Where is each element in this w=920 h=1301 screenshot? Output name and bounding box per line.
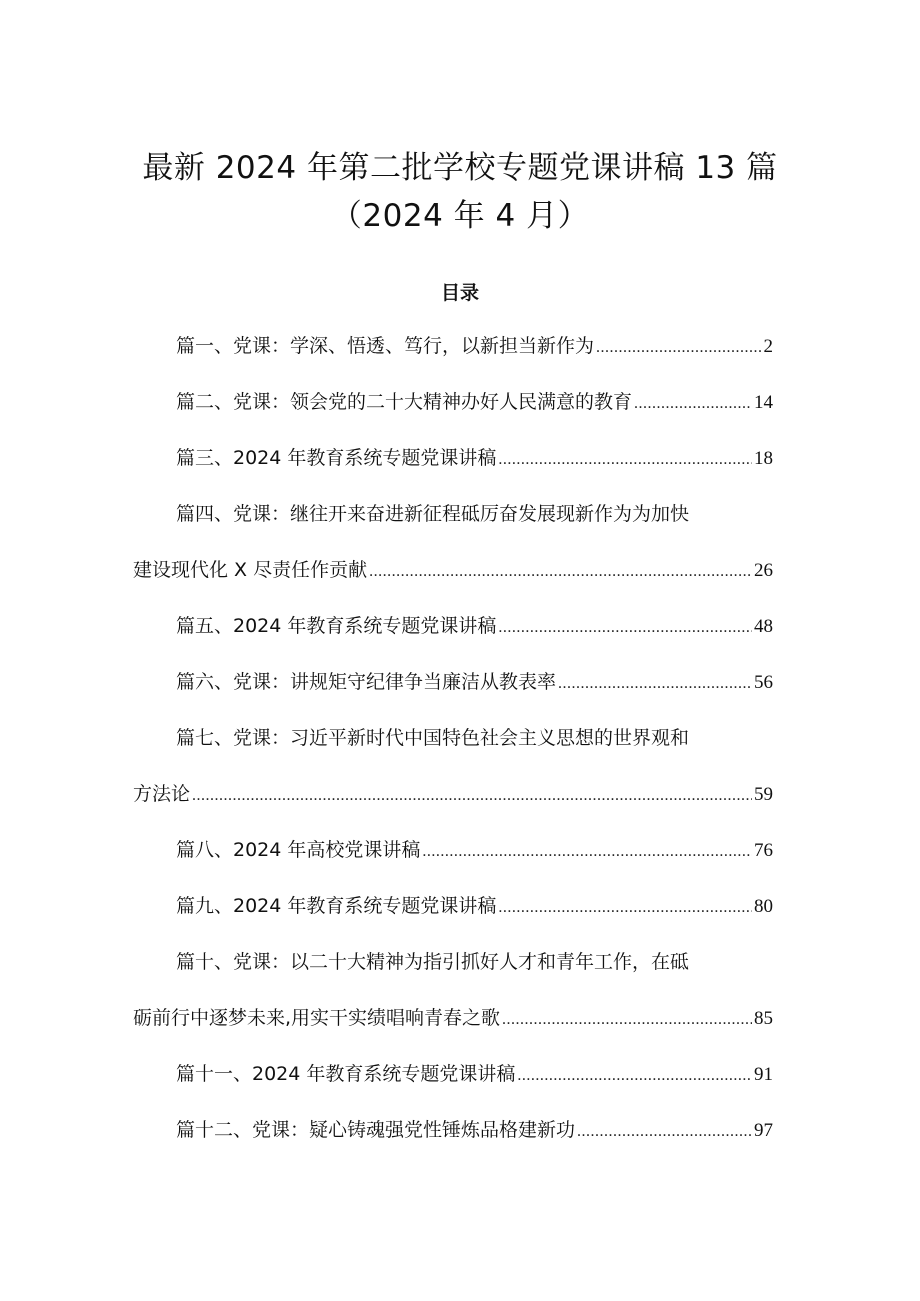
toc-entry-2[interactable]: [133, 387, 773, 417]
toc-entry-11[interactable]: [133, 1059, 773, 1089]
toc-leader-dots: [498, 445, 752, 475]
toc-entry-4[interactable]: [133, 555, 773, 585]
toc-page-number: 56: [754, 672, 773, 693]
toc-leader-dots: [192, 781, 752, 811]
toc-entry-10[interactable]: [133, 1003, 773, 1033]
toc-entry-3[interactable]: [133, 443, 773, 473]
toc-entry-8[interactable]: [133, 835, 773, 865]
toc-leader-dots: [558, 669, 752, 699]
toc-entry-title: 篇十一、2024 年教育系统专题党课讲稿: [176, 1063, 516, 1085]
toc-entry-5[interactable]: [133, 611, 773, 641]
toc-entry-9[interactable]: [133, 891, 773, 921]
toc-entry-title: 篇六、党课：讲规矩守纪律争当廉洁从教表率: [176, 671, 557, 693]
toc-leader-dots: [577, 1117, 752, 1147]
toc-leader-dots: [498, 893, 752, 923]
toc-entry-title: 篇一、党课：学深、悟透、笃行，以新担当新作为: [176, 335, 595, 357]
toc-leader-dots: [517, 1061, 752, 1091]
toc-entry-7-line1[interactable]: 篇七、党课：习近平新时代中国特色社会主义思想的世界观和: [176, 727, 690, 749]
toc-page-number: 85: [754, 1008, 773, 1029]
toc-page-number: 76: [754, 840, 773, 861]
toc-entry-12[interactable]: [133, 1115, 773, 1145]
toc-entry-6[interactable]: [133, 667, 773, 697]
toc-page-number: 2: [763, 336, 773, 357]
toc-entry-title: 方法论: [133, 783, 191, 805]
toc-entry-title: 篇二、党课：领会党的二十大精神办好人民满意的教育: [176, 391, 633, 413]
toc-leader-dots: [596, 333, 761, 363]
toc-entry-title: 砺前行中逐梦未来,用实干实绩唱响青春之歌: [133, 1007, 501, 1029]
document-title: 最新 2024 年第二批学校专题党课讲稿 13 篇: [142, 150, 778, 186]
toc-leader-dots: [502, 1005, 752, 1035]
toc-leader-dots: [422, 837, 752, 867]
toc-page-number: 80: [754, 896, 773, 917]
toc-entry-title: 篇三、2024 年教育系统专题党课讲稿: [176, 447, 497, 469]
toc-page-number: 91: [754, 1064, 773, 1085]
toc-entry-1[interactable]: [133, 331, 773, 361]
toc-entry-10-line1[interactable]: 篇十、党课：以二十大精神为指引抓好人才和青年工作，在砥: [176, 951, 690, 973]
toc-entry-4-line1[interactable]: 篇四、党课：继往开来奋进新征程砥厉奋发展现新作为为加快: [176, 503, 690, 525]
toc-page-number: 26: [754, 560, 773, 581]
toc-leader-dots: [634, 389, 752, 419]
toc-leader-dots: [369, 557, 752, 587]
toc-entry-title: 篇五、2024 年教育系统专题党课讲稿: [176, 615, 497, 637]
toc-leader-dots: [498, 613, 752, 643]
toc-page-number: 97: [754, 1120, 773, 1141]
toc-entry-title: 篇八、2024 年高校党课讲稿: [176, 839, 421, 861]
document-subtitle-date: （2024 年 4 月）: [330, 198, 590, 234]
toc-page-number: 59: [754, 784, 773, 805]
toc-page-number: 18: [754, 448, 773, 469]
toc-page-number: 14: [754, 392, 773, 413]
toc-entry-title: 篇十二、党课：疑心铸魂强党性锤炼品格建新功: [176, 1119, 576, 1141]
toc-entry-title: 篇九、2024 年教育系统专题党课讲稿: [176, 895, 497, 917]
toc-entry-title: 建设现代化 X 尽责任作贡献: [133, 559, 368, 581]
toc-page-number: 48: [754, 616, 773, 637]
toc-heading: 目录: [440, 282, 479, 304]
toc-entry-7[interactable]: [133, 779, 773, 809]
